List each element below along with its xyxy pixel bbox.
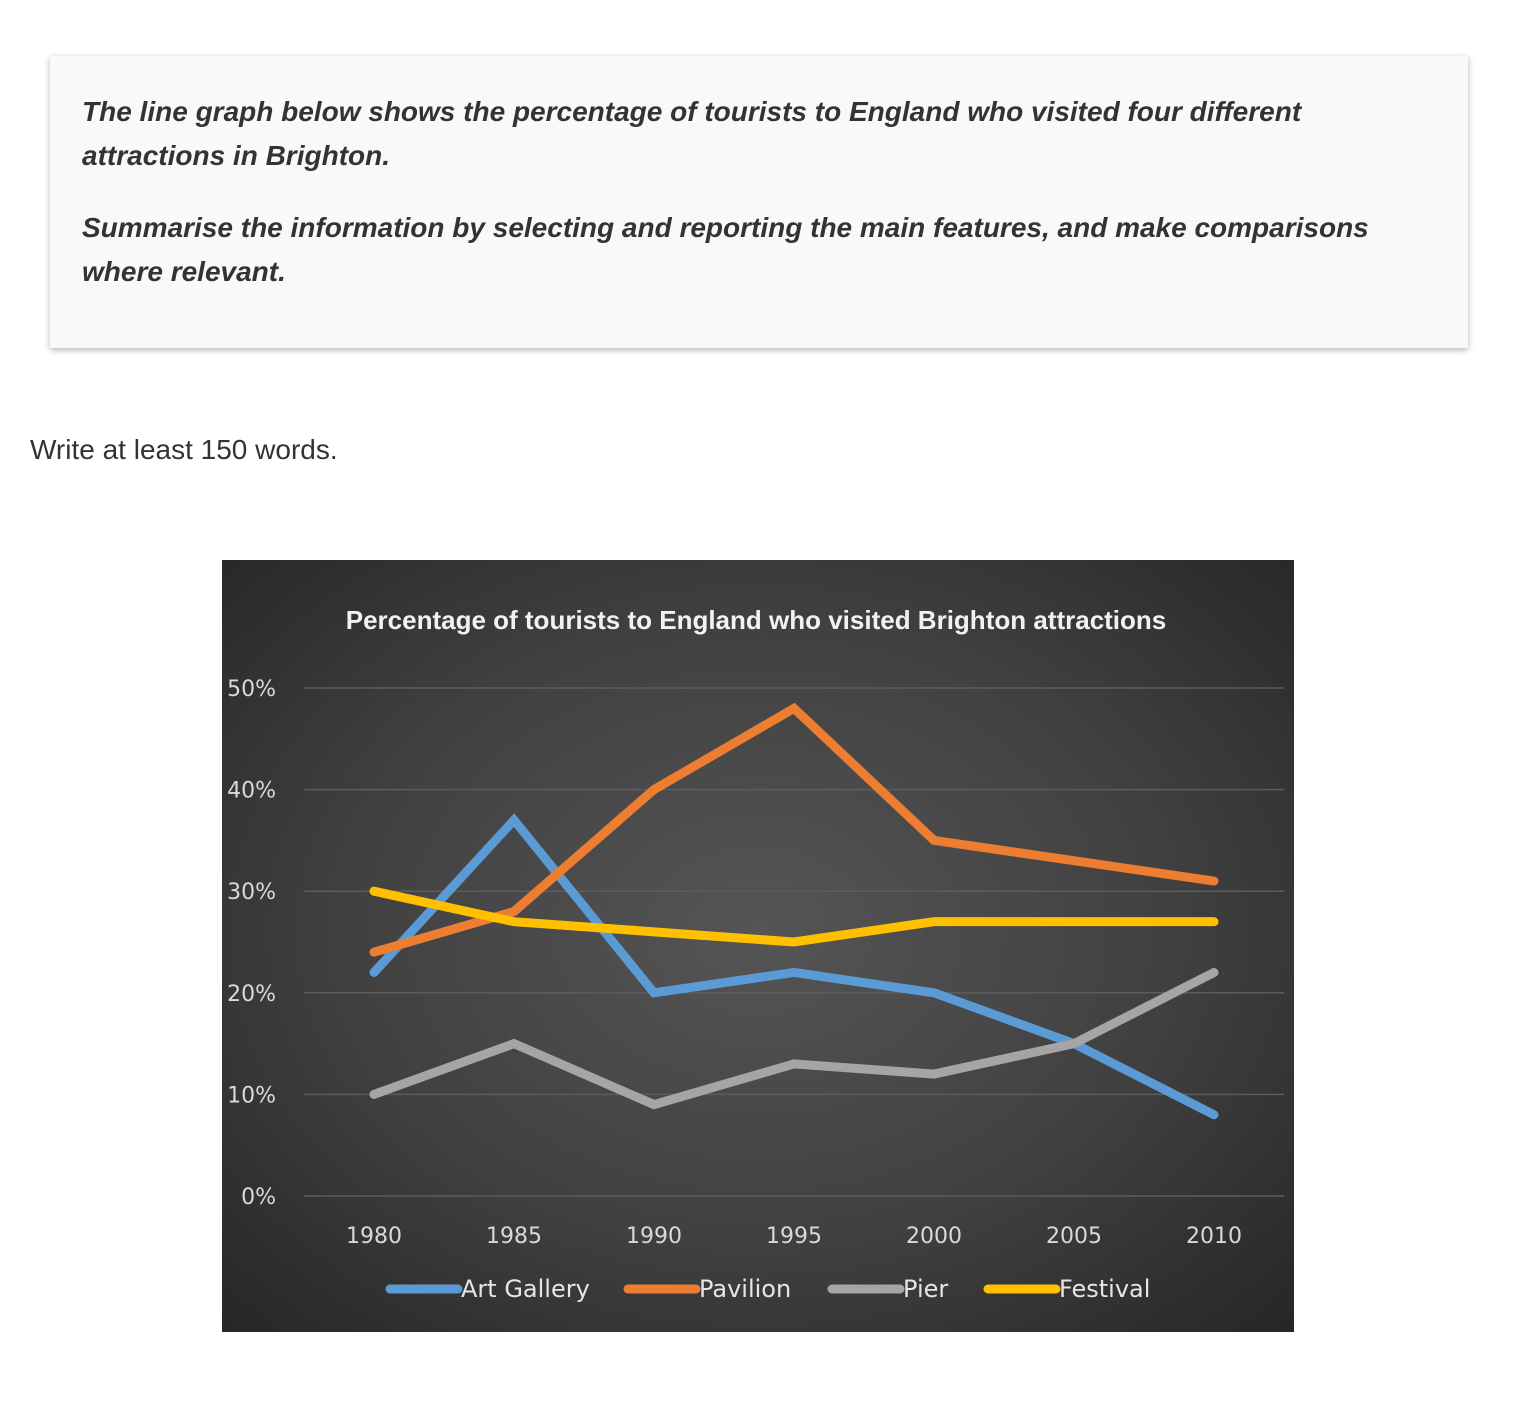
y-tick-label: 0%: [241, 1185, 276, 1210]
task-description: The line graph below shows the percentage of tourists to England who visited four different attractions in Brighton.: [82, 96, 1302, 171]
y-tick-label: 50%: [227, 677, 276, 702]
line-chart: [222, 560, 1294, 1332]
x-tick-label: 1980: [346, 1224, 402, 1249]
line-chart-canvas: [222, 560, 1294, 1332]
y-axis-tick-labels: [227, 677, 276, 1210]
word-count-requirement: Write at least 150 words.: [30, 434, 338, 465]
x-tick-label: 1985: [486, 1224, 542, 1249]
x-tick-label: 1995: [766, 1224, 822, 1249]
legend-label-pier: Pier: [903, 1275, 949, 1303]
x-axis-tick-labels: [346, 1224, 1242, 1249]
task-prompt-box: [50, 56, 1468, 348]
y-tick-label: 30%: [227, 880, 276, 906]
y-tick-label: 10%: [227, 1083, 276, 1109]
chart-title: Percentage of tourists to England who visited Brighton attractions: [345, 605, 1167, 635]
series-line-festival: [374, 891, 1214, 942]
legend-label-festival: Festival: [1059, 1275, 1151, 1303]
series-lines: [374, 708, 1214, 1114]
x-tick-label: 2010: [1186, 1224, 1242, 1249]
x-tick-label: 2000: [906, 1224, 962, 1249]
x-tick-label: 2005: [1046, 1224, 1102, 1249]
y-tick-label: 20%: [227, 981, 276, 1007]
legend-label-pavilion: Pavilion: [699, 1275, 792, 1303]
y-tick-label: 40%: [227, 778, 276, 804]
legend-label-art-gallery: Art Gallery: [461, 1275, 590, 1303]
chart-legend: [390, 1275, 1150, 1303]
task-instructions: Summarise the information by selecting and reporting the main features, and make comparisons where relevant.: [82, 212, 1369, 287]
x-tick-label: 1990: [626, 1224, 682, 1249]
